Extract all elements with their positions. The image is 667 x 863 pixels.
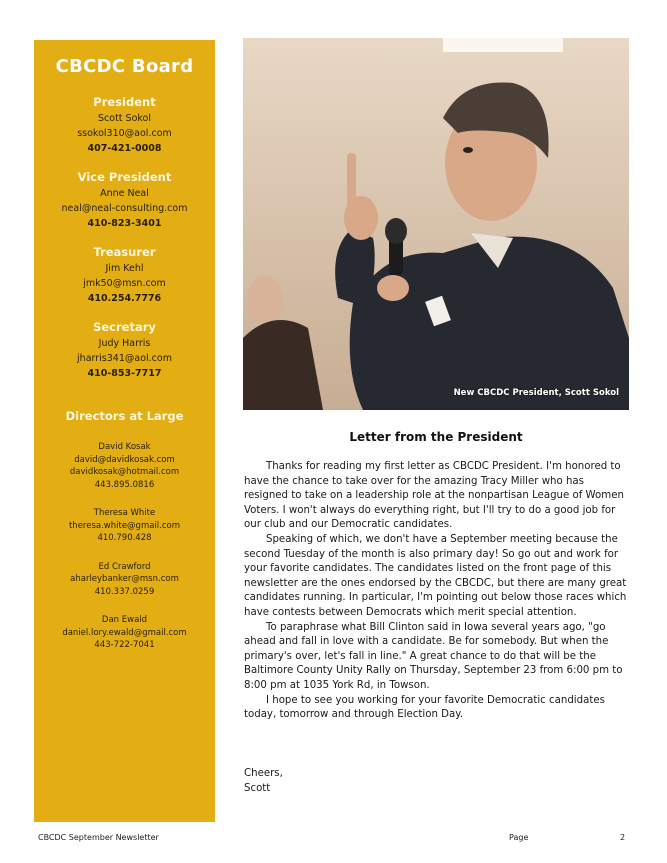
officer-email[interactable]: ssokol310@aol.com — [77, 128, 172, 139]
officer-vice-president — [34, 170, 215, 231]
officer-role: Vice President — [77, 170, 172, 184]
director-email[interactable]: davidkosak@hotmail.com — [69, 467, 180, 477]
officer-role: Treasurer — [93, 245, 156, 259]
director-email[interactable]: theresa.white@gmail.com — [68, 520, 181, 531]
director-ewald — [34, 614, 215, 652]
letter-signature: Scott — [244, 782, 271, 794]
officer-phone: 407-421-0008 — [87, 143, 162, 154]
letter-paragraph: Thanks for reading my first letter as CBCDC President. I'm honored to have the chance to take over for the amazing Tracy Miller who has resigned to take on a leadership role at the nonpartisan League of Women Voters. I won't always do everything right, but I'll try to do a good job for our club and our Democratic candidates. — [244, 461, 624, 531]
letter-paragraph: I hope to see you working for your favorite Democratic candidates today, tomorrow and through Election Day. — [244, 694, 605, 721]
director-name: David Kosak — [98, 442, 151, 452]
director-name: Theresa White — [93, 508, 156, 518]
letter-closing: Cheers, — [244, 768, 283, 779]
director-kosak — [34, 441, 215, 491]
president-photo — [243, 38, 629, 410]
officer-role: Secretary — [93, 320, 156, 334]
officer-role: President — [93, 95, 156, 109]
officer-name: Jim Kehl — [105, 263, 144, 274]
officer-email[interactable]: jharris341@aol.com — [77, 353, 172, 364]
directors-at-large-title: Directors at Large — [65, 409, 184, 423]
director-phone: 410.337.0259 — [94, 586, 155, 597]
officer-email[interactable]: neal@neal-consulting.com — [61, 203, 188, 214]
director-email[interactable]: david@davidkosak.com — [74, 454, 175, 465]
officer-name: Anne Neal — [100, 188, 149, 199]
officer-phone: 410-853-7717 — [87, 368, 162, 379]
officer-name: Scott Sokol — [98, 113, 151, 124]
photo-caption: New CBCDC President, Scott Sokol — [453, 388, 619, 398]
board-sidebar — [34, 40, 215, 822]
letter-title: Letter from the President — [349, 430, 523, 444]
officer-name: Judy Harris — [98, 338, 151, 349]
letter-paragraph: Speaking of which, we don't have a September meeting because the second Tuesday of the month is also primary day! So go out and work for your favorite candidates. The candidates listed on the front page of this newsletter are the ones endorsed by the CBCDC, but there are many great candidates running. In particular, I'm pointing out below those races which have contests between Democrats which merit special attention. — [244, 533, 627, 618]
officer-president — [34, 95, 215, 156]
officer-secretary — [34, 320, 215, 381]
speaker-illustration — [243, 38, 629, 410]
director-white — [34, 507, 215, 545]
officer-phone: 410.254.7776 — [87, 293, 162, 304]
footer-page-label: Page — [509, 833, 529, 842]
director-phone: 443-722-7041 — [94, 640, 155, 650]
letter-body — [244, 460, 628, 723]
director-crawford — [34, 561, 215, 599]
footer-newsletter-title: CBCDC September Newsletter — [38, 833, 159, 842]
letter-signoff — [244, 767, 283, 796]
director-phone: 410.790.428 — [97, 533, 152, 543]
director-phone: 443.895.0816 — [94, 479, 155, 490]
director-name: Ed Crawford — [98, 561, 151, 572]
director-email[interactable]: daniel.lory.ewald@gmail.com — [62, 627, 187, 638]
footer-page-number: 2 — [620, 833, 626, 842]
letter-paragraph: To paraphrase what Bill Clinton said in Iowa several years ago, "go ahead and fall in love with a candidate. Be for somebody. But when the primary's over, let's fall in line." A great chance to do that will be the Baltimore County Unity Rally on Thursday, September 23 from 6:00 pm to 8:00 pm at 1035 York Rd, in Towson. — [244, 621, 623, 691]
officer-treasurer — [34, 245, 215, 306]
officer-email[interactable]: jmk50@msn.com — [83, 278, 166, 289]
board-title: CBCDC Board — [55, 56, 194, 77]
director-email[interactable]: aharleybanker@msn.com — [70, 574, 179, 584]
director-name: Dan Ewald — [101, 615, 148, 625]
officer-phone: 410-823-3401 — [87, 218, 162, 229]
